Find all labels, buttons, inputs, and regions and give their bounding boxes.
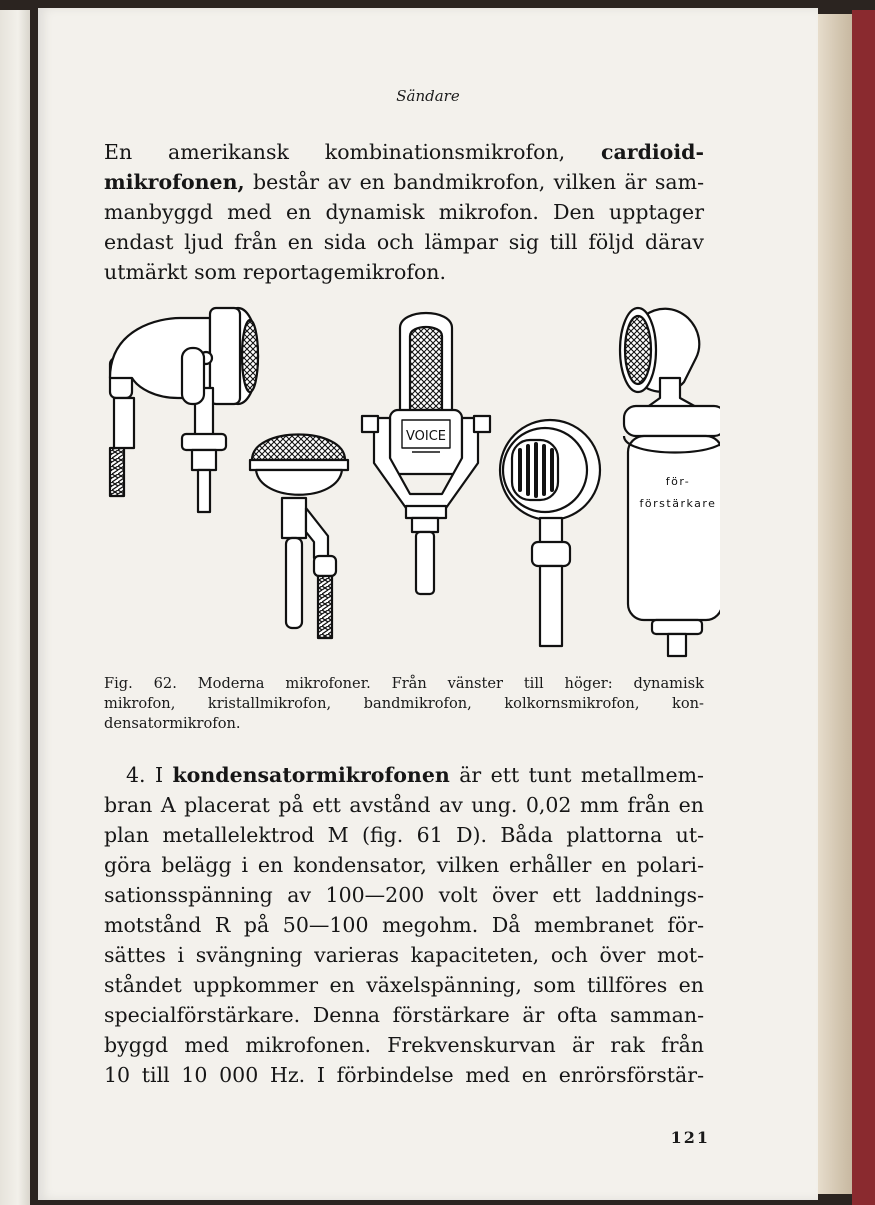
text-line xyxy=(104,760,704,790)
text-line: 10 till 10 000 Hz. I förbindelse med en enrörsförstär- xyxy=(104,1063,704,1087)
microphones-figure xyxy=(100,298,720,668)
text-line: specialförstärkare. Denna förstärkare är ofta samman- xyxy=(104,1003,704,1027)
text-line: utmärkt som reportagemikrofon. xyxy=(104,260,447,284)
text-line: göra belägg i en kondensator, vilken erhåller en polari- xyxy=(104,853,704,877)
text-line xyxy=(104,137,704,167)
text-line: byggd med mikrofonen. Frekvenskurvan är rak från xyxy=(104,1033,704,1057)
text-span: 4. I xyxy=(126,763,173,787)
bold-term: mikrofonen, xyxy=(104,170,245,194)
amplifier-label-2: förstärkare xyxy=(639,497,717,510)
bold-term: kondensatormikrofonen xyxy=(172,763,450,787)
book-page xyxy=(38,8,818,1200)
text-line: ståndet uppkommer en växelspänning, som tillföres en xyxy=(104,973,704,997)
crystal-microphone-drawing xyxy=(250,435,348,639)
text-line: bran A placerat på ett avstånd av ung. 0,02 mm från en xyxy=(104,793,704,817)
ribbon-microphone-drawing xyxy=(362,313,490,594)
amplifier-label-1: för- xyxy=(665,475,691,488)
figure-caption xyxy=(104,674,704,734)
voice-label: VOICE xyxy=(405,429,447,444)
text-line xyxy=(104,167,704,197)
dynamic-microphone-drawing xyxy=(110,308,258,512)
previous-page-edge xyxy=(0,10,30,1205)
caption-line: densatormikrofon. xyxy=(104,715,241,732)
text-line: plan metallelektrod M (fig. 61 D). Båda plattorna ut- xyxy=(104,823,704,847)
running-head: Sändare xyxy=(396,87,460,105)
text-line: endast ljud från en sida och lämpar sig till följd därav xyxy=(104,230,704,254)
carbon-microphone-drawing xyxy=(500,420,600,646)
text-line: sationsspänning av 100—200 volt över ett laddnings- xyxy=(104,883,704,907)
paragraph-cardioid xyxy=(104,137,704,287)
book-cover xyxy=(852,10,875,1205)
text-line: manbyggd med en dynamisk mikrofon. Den upptager xyxy=(104,200,704,224)
caption-line: Fig. 62. Moderna mikrofoner. Från vänster till höger: dynamisk xyxy=(104,675,704,692)
page-number: 121 xyxy=(670,1128,710,1147)
text-line: motstånd R på 50—100 megohm. Då membranet för- xyxy=(104,913,704,937)
text-span: består av en bandmikrofon, vilken är sam- xyxy=(244,170,704,194)
paragraph-condenser xyxy=(104,760,704,1090)
text-span: En amerikansk kombinationsmikrofon, xyxy=(104,140,601,164)
text-span: är ett tunt metallmem- xyxy=(449,763,704,787)
condenser-microphone-drawing xyxy=(620,308,720,656)
caption-line: mikrofon, kristallmikrofon, bandmikrofon, kolkornsmikrofon, kon- xyxy=(104,695,704,712)
bold-term: cardioid- xyxy=(601,140,704,164)
text-line: sättes i svängning varieras kapaciteten, och över mot- xyxy=(104,943,704,967)
